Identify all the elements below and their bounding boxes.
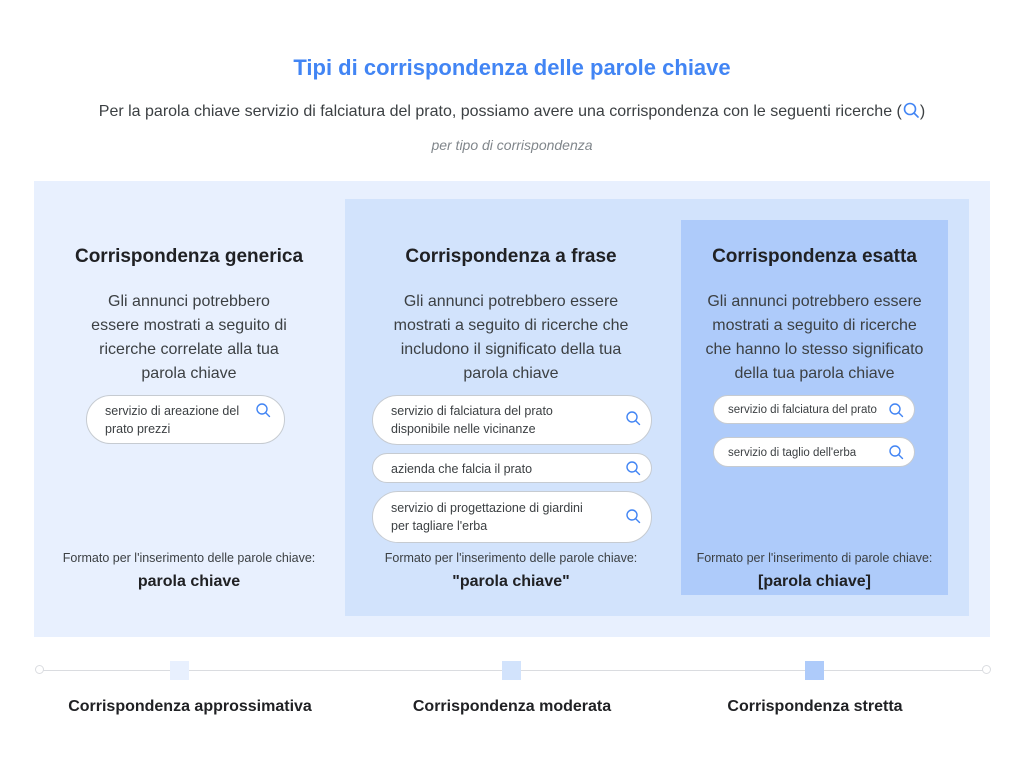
subtitle-close: ) <box>919 103 926 120</box>
column-phrase-match <box>365 246 657 596</box>
column-title: Corrispondenza esatta <box>712 246 917 267</box>
search-line: per tagliare l'erba <box>391 519 488 533</box>
search-line: servizio di progettazione di giardini <box>391 501 583 515</box>
column-description <box>44 290 334 386</box>
search-icon <box>888 402 904 418</box>
column-description <box>681 290 948 386</box>
scale-end-dot <box>982 665 991 674</box>
search-text <box>391 460 532 478</box>
description-line: parola chiave <box>141 365 237 382</box>
description-line: essere mostrati a seguito di <box>91 317 287 334</box>
search-text <box>728 401 877 419</box>
scale-label-exact: Corrispondenza stretta <box>727 698 903 715</box>
search-icon <box>625 508 641 524</box>
description-line: Gli annunci potrebbero <box>108 293 270 310</box>
search-icon <box>625 460 641 476</box>
search-line: servizio di taglio dell'erba <box>728 447 857 459</box>
search-line: disponibile nelle vicinanze <box>391 422 536 436</box>
search-pill <box>372 453 652 483</box>
search-icon <box>902 102 920 118</box>
description-line: ricerche correlate alla tua <box>99 341 279 358</box>
description-line: includono il significato della tua <box>400 341 622 358</box>
format-label: Formato per l'inserimento di parole chiave: <box>696 551 933 565</box>
column-title: Corrispondenza a frase <box>405 246 617 267</box>
search-icon <box>255 402 271 418</box>
page-subtitle <box>0 102 1024 121</box>
description-line: mostrati a seguito di ricerche <box>712 317 917 334</box>
search-pill <box>713 437 915 467</box>
search-pill <box>86 395 285 444</box>
scale-marker-exact <box>805 661 824 680</box>
scale-start-dot <box>35 665 44 674</box>
search-icon <box>625 410 641 426</box>
search-text <box>391 499 583 535</box>
scale-marker-phrase <box>502 661 521 680</box>
search-icon <box>888 444 904 460</box>
search-line: prato prezzi <box>105 422 171 436</box>
description-line: Gli annunci potrebbero essere <box>403 293 619 310</box>
search-pill <box>713 395 915 424</box>
description-line: Gli annunci potrebbero essere <box>707 293 922 310</box>
format-value: [parola chiave] <box>758 573 871 590</box>
subtitle-note: per tipo di corrispondenza <box>431 137 593 153</box>
search-line: servizio di areazione del <box>105 404 240 418</box>
description-line: della tua parola chiave <box>734 365 895 382</box>
search-text <box>105 402 239 438</box>
page-title: Tipi di corrispondenza delle parole chiave <box>293 55 731 80</box>
search-pill <box>372 491 652 543</box>
search-text <box>391 402 553 438</box>
scale-label-phrase: Corrispondenza moderata <box>412 698 612 715</box>
search-text <box>728 444 856 462</box>
search-pill <box>372 395 652 445</box>
scale-label-broad: Corrispondenza approssimativa <box>68 698 312 715</box>
search-line: servizio di falciatura del prato <box>728 404 877 416</box>
column-broad-match <box>44 246 334 596</box>
search-line: azienda che falcia il prato <box>391 462 533 476</box>
column-title: Corrispondenza generica <box>74 246 304 267</box>
description-line: parola chiave <box>463 365 559 382</box>
scale-marker-broad <box>170 661 189 680</box>
format-label: Formato per l'inserimento delle parole chiave: <box>384 551 638 565</box>
description-line: mostrati a seguito di ricerche che <box>393 317 629 334</box>
format-label: Formato per l'inserimento delle parole chiave: <box>62 551 316 565</box>
column-exact-match <box>681 246 948 596</box>
format-value: parola chiave <box>137 573 241 590</box>
subtitle-text: Per la parola chiave servizio di falciatura del prato, possiamo avere una corrispondenza con le seguenti ricerche ( <box>98 103 902 120</box>
column-description <box>365 290 657 386</box>
format-value: "parola chiave" <box>452 573 570 590</box>
search-line: servizio di falciatura del prato <box>391 404 553 418</box>
description-line: che hanno lo stesso significato <box>705 341 924 358</box>
